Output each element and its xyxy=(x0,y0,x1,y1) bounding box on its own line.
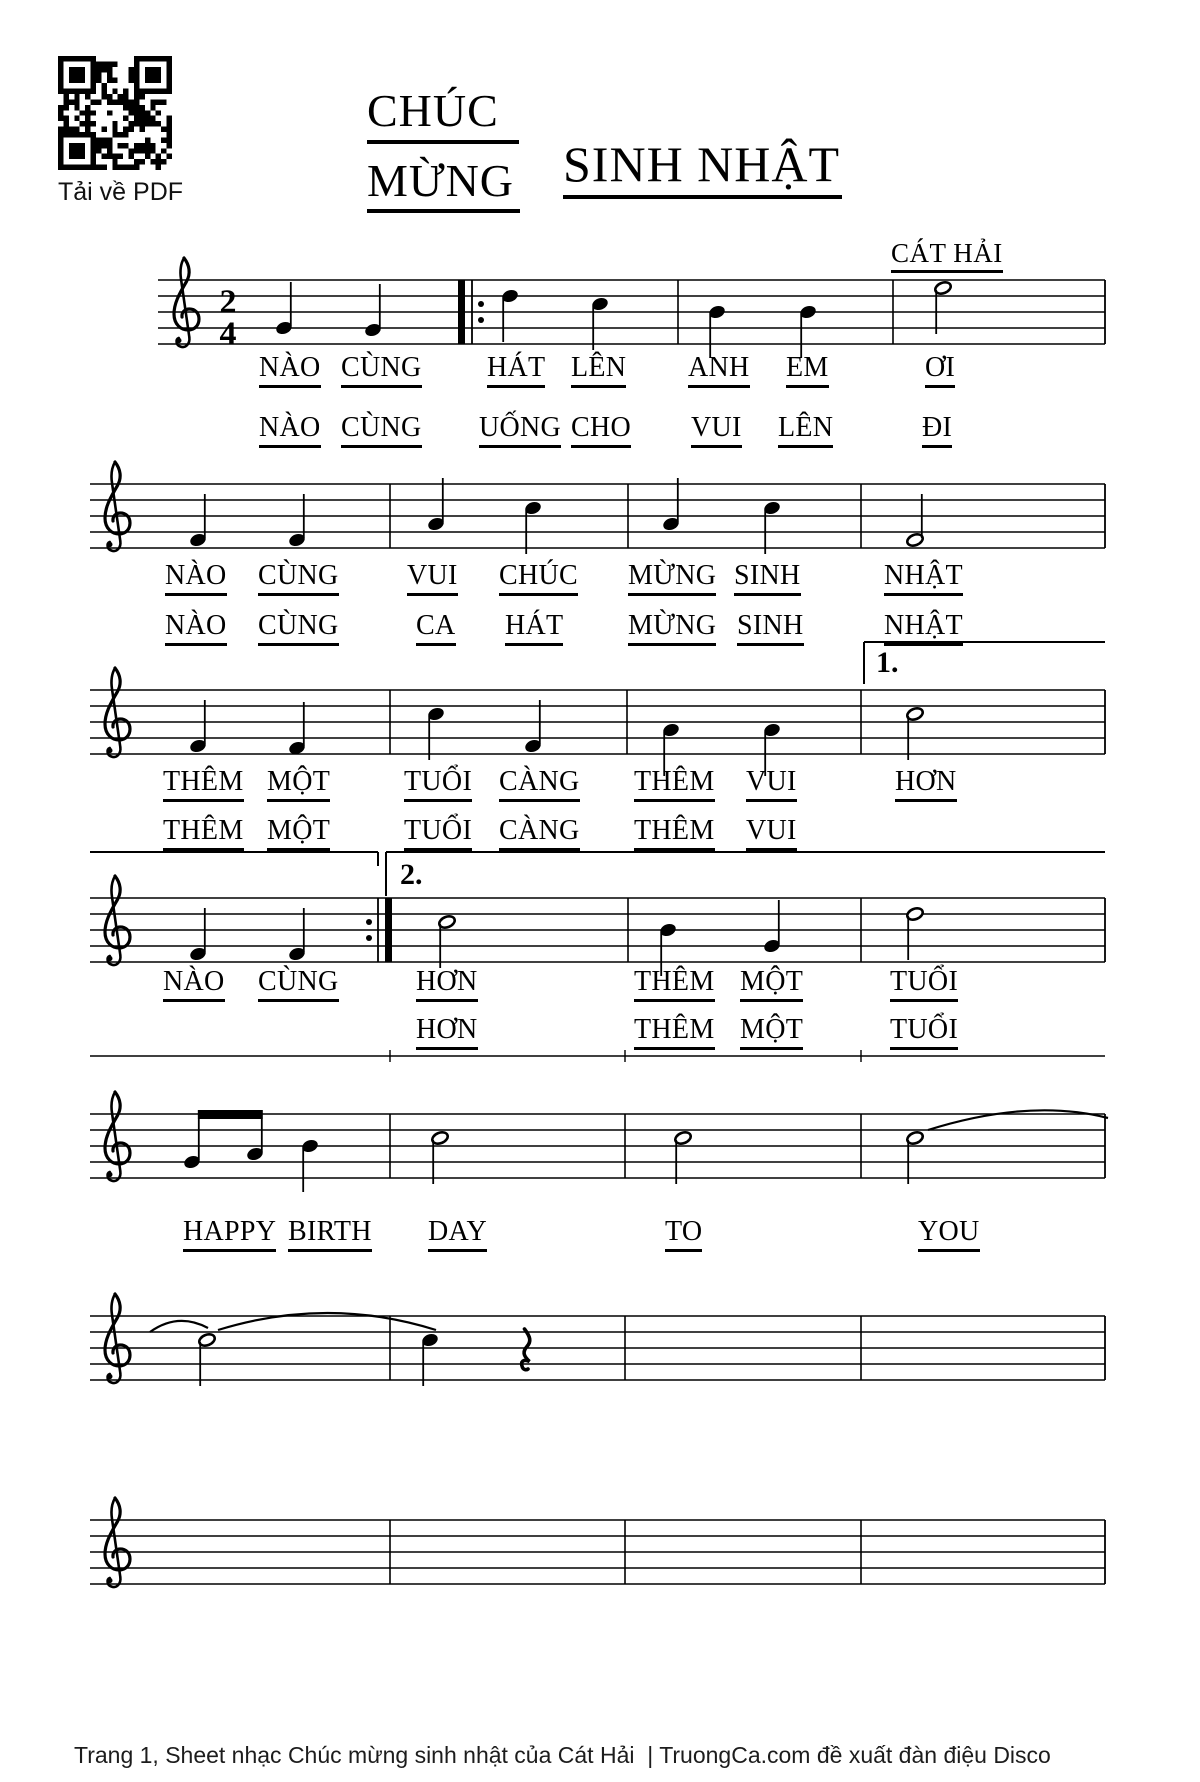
lyric-word: TUỔI xyxy=(404,815,472,851)
svg-text:2: 2 xyxy=(219,283,237,321)
treble-clef-icon xyxy=(105,1294,130,1383)
lyric-word: MỪNG xyxy=(628,610,716,646)
quarter-note xyxy=(420,1332,439,1386)
lyric-word: LÊN xyxy=(571,352,626,388)
lyric-word: CÀNG xyxy=(499,815,580,851)
quarter-note xyxy=(188,700,207,754)
staff-system-7 xyxy=(90,1498,1105,1587)
staff-system-2 xyxy=(90,462,1105,554)
lyric-word: HÁT xyxy=(505,610,563,646)
half-note xyxy=(934,280,953,334)
lyric-word: DAY xyxy=(428,1216,487,1252)
lyric-word: HAPPY xyxy=(183,1216,276,1252)
quarter-note xyxy=(523,700,542,754)
lyric-word: MỘT xyxy=(267,815,330,851)
lyric-word: YOU xyxy=(918,1216,980,1252)
quarter-note xyxy=(426,706,445,760)
lyric-word: VUI xyxy=(407,560,458,596)
lyric-word: ANH xyxy=(688,352,750,388)
quarter-note xyxy=(798,304,817,358)
treble-clef-icon xyxy=(105,1092,130,1181)
lyric-word: THÊM xyxy=(634,1014,715,1050)
lyric-word: THÊM xyxy=(634,766,715,802)
svg-text:4: 4 xyxy=(219,315,237,353)
lyric-word: CÙNG xyxy=(258,610,339,646)
half-note xyxy=(438,914,457,968)
lyric-word: THÊM xyxy=(163,766,244,802)
lyric-word: NÀO xyxy=(165,560,227,596)
quarter-note xyxy=(762,900,781,954)
half-note xyxy=(674,1130,693,1184)
lyric-word: NÀO xyxy=(165,610,227,646)
staff-system-4 xyxy=(90,876,1105,976)
half-note xyxy=(431,1130,450,1184)
lyric-word: THÊM xyxy=(634,966,715,1002)
lyric-word: MỘT xyxy=(267,766,330,802)
quarter-note xyxy=(287,702,306,756)
lyric-word: UỐNG xyxy=(479,412,561,448)
lyric-word: NÀO xyxy=(163,966,225,1002)
lyric-word: NHẬT xyxy=(884,560,963,596)
lyric-word: VUI xyxy=(746,815,797,851)
lyric-word: VUI xyxy=(746,766,797,802)
treble-clef-icon xyxy=(174,258,199,347)
quarter-note xyxy=(287,494,306,548)
beamed-eighth-notes xyxy=(182,1110,264,1170)
lyric-word: HƠN xyxy=(416,1014,478,1050)
song-title-part2[interactable]: SINH NHẬT xyxy=(563,138,842,199)
lyric-word: CÙNG xyxy=(341,352,422,388)
lyric-word: TUỔI xyxy=(404,766,472,802)
treble-clef-icon xyxy=(105,1498,130,1587)
treble-clef-icon xyxy=(105,876,130,965)
staff-system-5 xyxy=(90,1092,1105,1192)
lyric-word: BIRTH xyxy=(288,1216,372,1252)
staff-system-3 xyxy=(90,668,1105,776)
lyric-word: CHO xyxy=(571,412,631,448)
treble-clef-icon xyxy=(105,668,130,757)
quarter-note xyxy=(661,478,680,532)
half-note xyxy=(906,906,925,960)
quarter-note xyxy=(523,500,542,554)
half-note xyxy=(906,706,925,760)
lyric-word: EM xyxy=(786,352,829,388)
lyric-word: CÀNG xyxy=(499,766,580,802)
treble-clef-icon xyxy=(105,462,130,551)
lyric-word: CÙNG xyxy=(258,560,339,596)
lyric-word: HƠN xyxy=(416,966,478,1002)
lyric-word: ƠI xyxy=(925,352,955,388)
lyric-word: SINH xyxy=(737,610,804,646)
lyric-word: CA xyxy=(416,610,456,646)
lyric-word: TO xyxy=(665,1216,702,1252)
quarter-note xyxy=(590,296,609,350)
lyric-word: VUI xyxy=(691,412,742,448)
lyric-word: ĐI xyxy=(922,412,952,448)
lyric-word: MỘT xyxy=(740,966,803,1002)
volta-1-label: 1. xyxy=(876,646,899,679)
lyric-word: LÊN xyxy=(778,412,833,448)
volta-2-bracket xyxy=(90,852,1105,896)
time-signature xyxy=(220,284,237,353)
song-title-word1[interactable]: CHÚC xyxy=(367,86,519,144)
quarter-note xyxy=(188,908,207,962)
quarter-note xyxy=(363,284,382,338)
lyric-word: TUỔI xyxy=(890,966,958,1002)
lyric-word: THÊM xyxy=(634,815,715,851)
lyric-word: TUỔI xyxy=(890,1014,958,1050)
quarter-note xyxy=(300,1138,319,1192)
half-note xyxy=(906,494,925,548)
quarter-note xyxy=(426,478,445,532)
qr-download-label[interactable]: Tải về PDF xyxy=(58,178,184,206)
half-note xyxy=(198,1332,217,1386)
lyric-word: MỘT xyxy=(740,1014,803,1050)
lyric-word: MỪNG xyxy=(628,560,716,596)
lyric-word: NÀO xyxy=(259,412,321,448)
lyric-word: CÙNG xyxy=(258,966,339,1002)
staff-system-6 xyxy=(90,1294,1105,1386)
quarter-note xyxy=(762,500,781,554)
volta-1-bracket xyxy=(864,642,1105,684)
lyric-word: CHÚC xyxy=(499,560,578,596)
quarter-note xyxy=(188,494,207,548)
half-note xyxy=(906,1130,925,1184)
quarter-note xyxy=(274,282,293,336)
staff-system-1 xyxy=(158,258,1105,358)
lyric-word: THÊM xyxy=(163,815,244,851)
lyric-word: NÀO xyxy=(259,352,321,388)
song-title-word2[interactable]: MỪNG xyxy=(367,156,520,214)
footer-text: Trang 1, Sheet nhạc Chúc mừng sinh nhật của Cát Hải | TruongCa.com đề xuất đàn điệu Disco xyxy=(74,1742,1051,1768)
lyric-word: CÙNG xyxy=(341,412,422,448)
lyric-word: HƠN xyxy=(895,766,957,802)
quarter-note xyxy=(707,304,726,358)
quarter-note xyxy=(287,908,306,962)
tie-slur xyxy=(150,1321,208,1332)
lyric-word: SINH xyxy=(734,560,801,596)
composer-name[interactable]: CÁT HẢI xyxy=(891,238,1003,273)
tie-slur xyxy=(928,1110,1108,1130)
quarter-note xyxy=(500,288,519,342)
section-divider-line xyxy=(90,1050,1105,1062)
lyric-word: NHẬT xyxy=(884,610,963,646)
lyric-word: HÁT xyxy=(487,352,545,388)
volta-2-label: 2. xyxy=(400,858,423,891)
